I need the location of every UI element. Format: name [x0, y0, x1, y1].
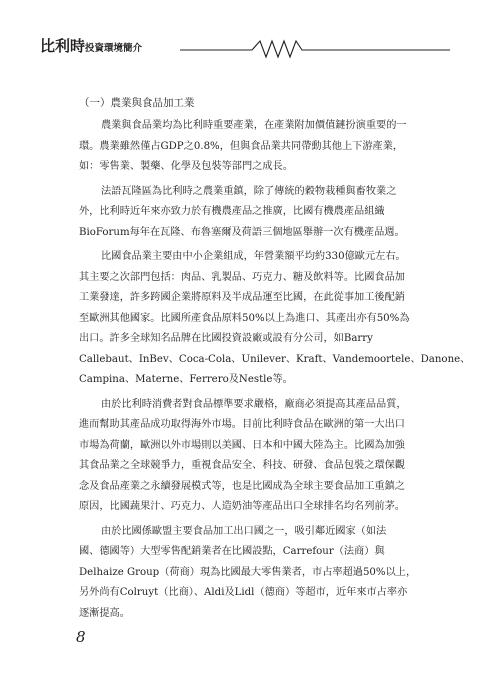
text-line: 至歐洲其他國家。比國所產食品原料50%以上為進口、其產出亦有50%為	[79, 312, 410, 324]
text-line: 逐漸提高。	[79, 607, 130, 619]
running-header	[40, 36, 450, 60]
text-line: Delhaize Group（荷商）現為比國最大零售業者，市占率超過50%以上，	[79, 566, 417, 578]
text-line: 其主要之次部門包括：肉品、乳製品、巧克力、糖及飲料等。比國食品加	[79, 271, 405, 283]
text-line: 市場為荷蘭，歐洲以外市場則以美國、日本和中國大陸為主。比國為加強	[79, 439, 405, 451]
text-line: 由於比利時消費者對食品標準要求嚴格，廠商必須提高其產品品質，	[101, 398, 407, 410]
section-heading: （一）農業與食品加工業	[79, 97, 195, 109]
text-line: 進而幫助其產品成功取得海外市場。目前比利時食品在歐洲的第一大出口	[79, 419, 405, 430]
paragraph-2	[79, 182, 427, 244]
text-line: 比國食品業主要由中小企業組成，年營業額平均約330億歐元左右。	[101, 251, 406, 262]
text-line: 念及食品產業之永續發展模式等，也是比國成為全球主要食品加工重鎮之	[79, 480, 405, 492]
header-title-main: 比利時	[40, 37, 86, 55]
main-text	[79, 94, 471, 628]
text-line: Campina、Materne、Ferrero及Nestle等。	[79, 374, 293, 385]
text-line: 出口。許多全球知名品牌在比國投資設廠或設有分公司，如Barry	[79, 333, 373, 344]
paragraph-1	[79, 116, 427, 178]
text-line: 環。農業雖然僅占GDP之0.8%，但與食品業共同帶動其他上下游產業，	[79, 140, 404, 152]
page-number: 8	[76, 628, 86, 646]
header-title	[40, 38, 142, 57]
text-line: 其食品業之全球競爭力，重視食品安全、科技、研發、食品包裝之環保觀	[79, 460, 405, 471]
text-line: 另外尚有Colruyt（比商）、Aldi及Lidl（德商）等超市，近年來市占率亦	[79, 587, 408, 598]
text-line: 如：零售業、製藥、化學及包裝等部門之成長。	[79, 161, 293, 172]
paragraph-4	[79, 395, 427, 518]
text-line: 國、德國等）大型零售配銷業者在比國設點，Carrefour（法商）與	[79, 546, 385, 557]
paragraph-3	[79, 247, 471, 391]
text-line: 農業與食品業均為比利時重要產業，在產業附加價值鏈扮演重要的一	[101, 120, 407, 131]
text-line: 原因，比國蔬果汁、巧克力、人造奶油等產品出口全球排名均名列前茅。	[79, 501, 405, 512]
header-title-sub: 投資環境簡介	[85, 43, 143, 54]
text-line: 法語瓦隆區為比利時之農業重鎮，除了傳統的穀物栽種與畜牧業之	[101, 185, 397, 197]
text-line: BioForum每年在瓦隆、布魯塞爾及荷語三個地區舉辦一次有機產品週。	[79, 226, 405, 238]
text-line: 工業發達，許多跨國企業將原料及半成品運至比國，在此從事加工後配銷	[79, 292, 405, 303]
text-line: 由於比國係歐盟主要食品加工出口國之一，吸引鄰近國家（如法	[101, 525, 387, 537]
paragraph-5	[79, 522, 427, 625]
text-line: 外，比利時近年來亦致力於有機農產品之推廣，比國有機農產品組織	[79, 206, 385, 217]
text-line: Callebaut、InBev、Coca-Cola、Unilever、Kraft、Vandemoortele、Danone、	[79, 353, 471, 365]
